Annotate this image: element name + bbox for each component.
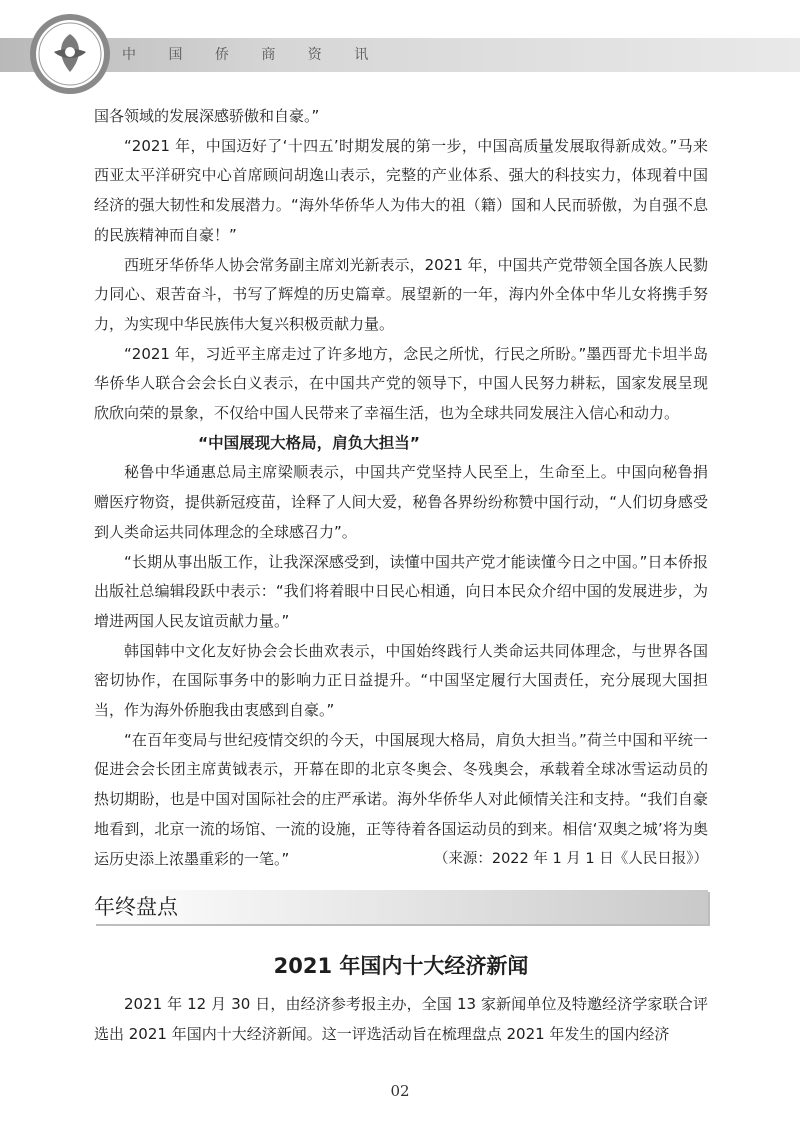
- article-title: 2021 年国内十大经济新闻: [273, 954, 529, 978]
- source-citation: （来源：2022 年 1 月 1 日《人民日报》）: [433, 850, 708, 867]
- paragraph: “2021 年，中国迈好了‘十四五’时期发展的第一步，中国高质量发展取得新成效。”马来西亚太平洋研究中心首席顾问胡逸山表示，完整的产业体系、强大的科技实力，体现着中国经济的强大韧性和发展潜力。“海外华侨华人为伟大的祖（籍）国和人民而骄傲，为自强不息的民族精神而自豪！”: [94, 136, 708, 244]
- paragraph: “在百年变局与世纪疫情交织的今天，中国展现大格局，肩负大担当。”荷兰中国和平统一促进会会长团主席黄钺表示，开幕在即的北京冬奥会、冬残奥会，承载着全球冰雪运动员的热切期盼，也是中国对国际社会的庄严承诺。海外华侨华人对此倾情关注和支持。“我们自豪地看到，北京一流的场馆、一流的设施，正等待着各国运动员的到来。相信‘双奥之城’将为奥运历史添上浓墨重彩的一笔。”: [94, 730, 708, 868]
- paragraph: 西班牙华侨华人协会常务副主席刘光新表示，2021 年，中国共产党带领全国各族人民勠力同心、艰苦奋斗，书写了辉煌的历史篇章。展望新的一年，海内外全体中华儿女将携手努力，为实现中华民族伟大复兴积极贡献力量。: [94, 255, 708, 333]
- paragraph: 韩国韩中文化友好协会会长曲欢表示，中国始终践行人类命运共同体理念，与世界各国密切协作，在国际事务中的影响力正日益提升。“中国坚定履行大国责任，充分展现大国担当，作为海外侨胞我由衷感到自豪。”: [94, 641, 708, 720]
- paragraph: “2021 年，习近平主席走过了许多地方，念民之所忧，行民之所盼。”墨西哥尤卡坦半岛华侨华人联合会会长白义表示，在中国共产党的领导下，中国人民努力耕耘，国家发展呈现欣欣向荣的景象，不仅给中国人民带来了幸福生活，也为全球共同发展注入信心和动力。: [94, 344, 708, 423]
- header-band: [0, 38, 800, 72]
- header-title: 中 国 侨 商 资 讯: [122, 47, 383, 63]
- subheading: “中国展现大格局，肩负大担当”: [198, 433, 420, 452]
- paragraph: “长期从事出版工作，让我深深感受到，读懂中国共产党才能读懂今日之中国。”日本侨报出版社总编辑段跃中表示：“我们将着眼中日民心相通，向日本民众介绍中国的发展进步，为增进两国人民友谊贡献力量。”: [94, 552, 708, 630]
- page-number: 02: [390, 1082, 410, 1100]
- article-body: [94, 990, 708, 1049]
- paragraph-continued: 国各领域的发展深感骄傲和自豪。”: [94, 107, 320, 125]
- section-band: [94, 890, 708, 924]
- paragraph: 秘鲁中华通惠总局主席梁顺表示，中国共产党坚持人民至上，生命至上。中国向秘鲁捐赠医疗物资，提供新冠疫苗，诠释了人间大爱，秘鲁各界纷纷称赞中国行动，“人们切身感受到人类命运共同体理念的全球感召力”。: [94, 463, 708, 541]
- logo-emblem-icon: [28, 12, 112, 96]
- article-intro: 2021 年 12 月 30 日，由经济参考报主办，全国 13 家新闻单位及特邀经济学家联合评选出 2021 年国内十大经济新闻。这一评选活动旨在梳理盘点 2021 年发生的国内经济: [94, 995, 708, 1043]
- main-content: [94, 102, 708, 874]
- section-title: 年终盘点: [94, 895, 178, 919]
